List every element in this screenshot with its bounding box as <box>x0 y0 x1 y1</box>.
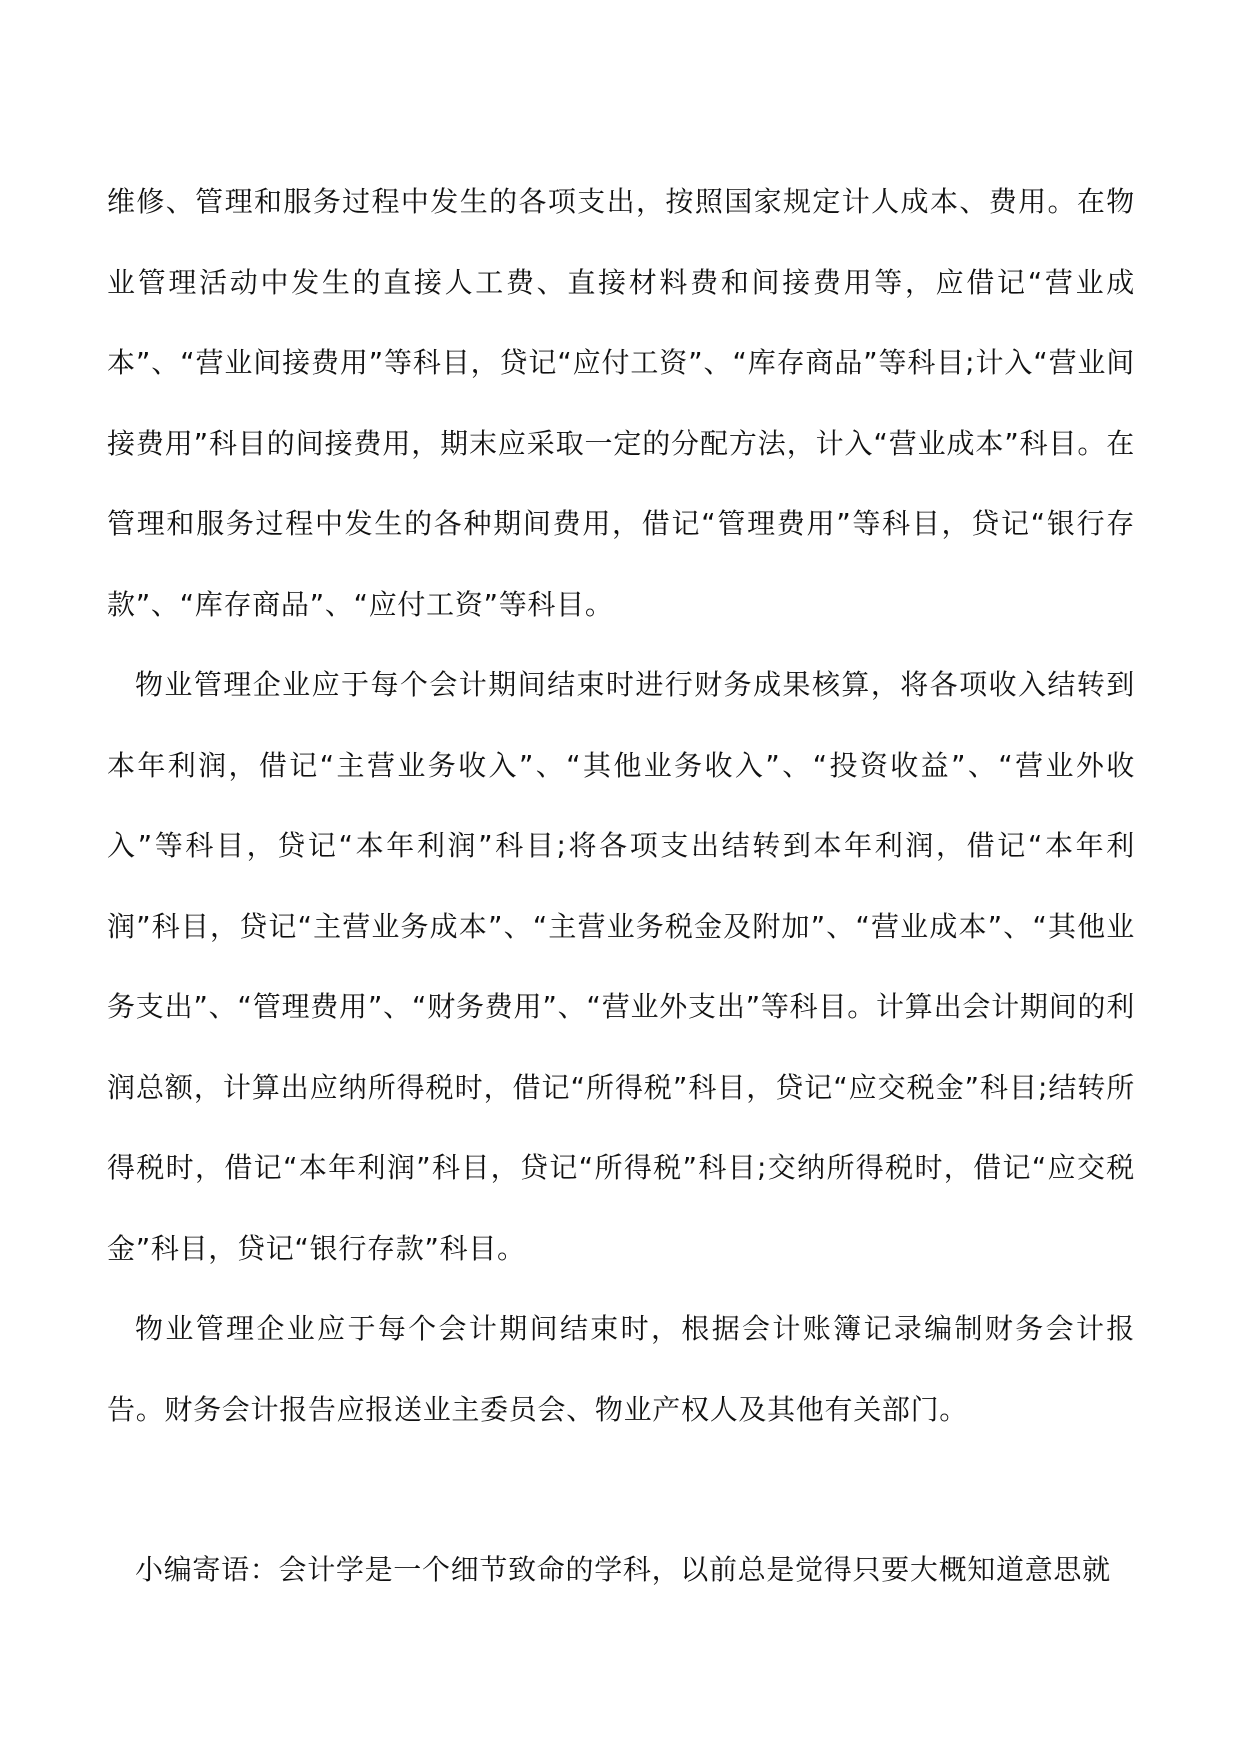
paragraph-editor-note: 小编寄语：会计学是一个细节致命的学科，以前总是觉得只要大概知道意思就 <box>135 1553 1111 1586</box>
paragraph-profit-settlement: 物业管理企业应于每个会计期间结束时进行财务成果核算，将各项收入结转到本年利润，借记“主营业务收入”、“其他业务收入”、“投资收益”、“营业外收入”等科目，贷记“本年利润”科目;将各项支出结转到本年利润，借记“本年利润”科目，贷记“主营业务成本”、“主营业务税金及附加”、“营业成本”、“其他业务支出”、“管理费用”、“财务费用”、“营业外支出”等科目。计算出会计期间的利润总额，计算出应纳所得税时，借记“所得税”科目，贷记“应交税金”科目;结转所得税时，借记“本年利润”科目，贷记“所得税”科目;交纳所得税时，借记“应交税金”科目，贷记“银行存款”科目。 <box>107 668 1135 1265</box>
document-body <box>107 162 1135 1611</box>
paragraph-financial-report: 物业管理企业应于每个会计期间结束时，根据会计账簿记录编制财务会计报告。财务会计报告应报送业主委员会、物业产权人及其他有关部门。 <box>107 1312 1135 1426</box>
paragraph-expense-accounting: 维修、管理和服务过程中发生的各项支出，按照国家规定计人成本、费用。在物业管理活动中发生的直接人工费、直接材料费和间接费用等，应借记“营业成本”、“营业间接费用”等科目，贷记“应付工资”、“库存商品”等科目;计入“营业间接费用”科目的间接费用，期末应采取一定的分配方法，计入“营业成本”科目。在管理和服务过程中发生的各种期间费用，借记“管理费用”等科目，贷记“银行存款”、“库存商品”、“应付工资”等科目。 <box>107 185 1135 621</box>
